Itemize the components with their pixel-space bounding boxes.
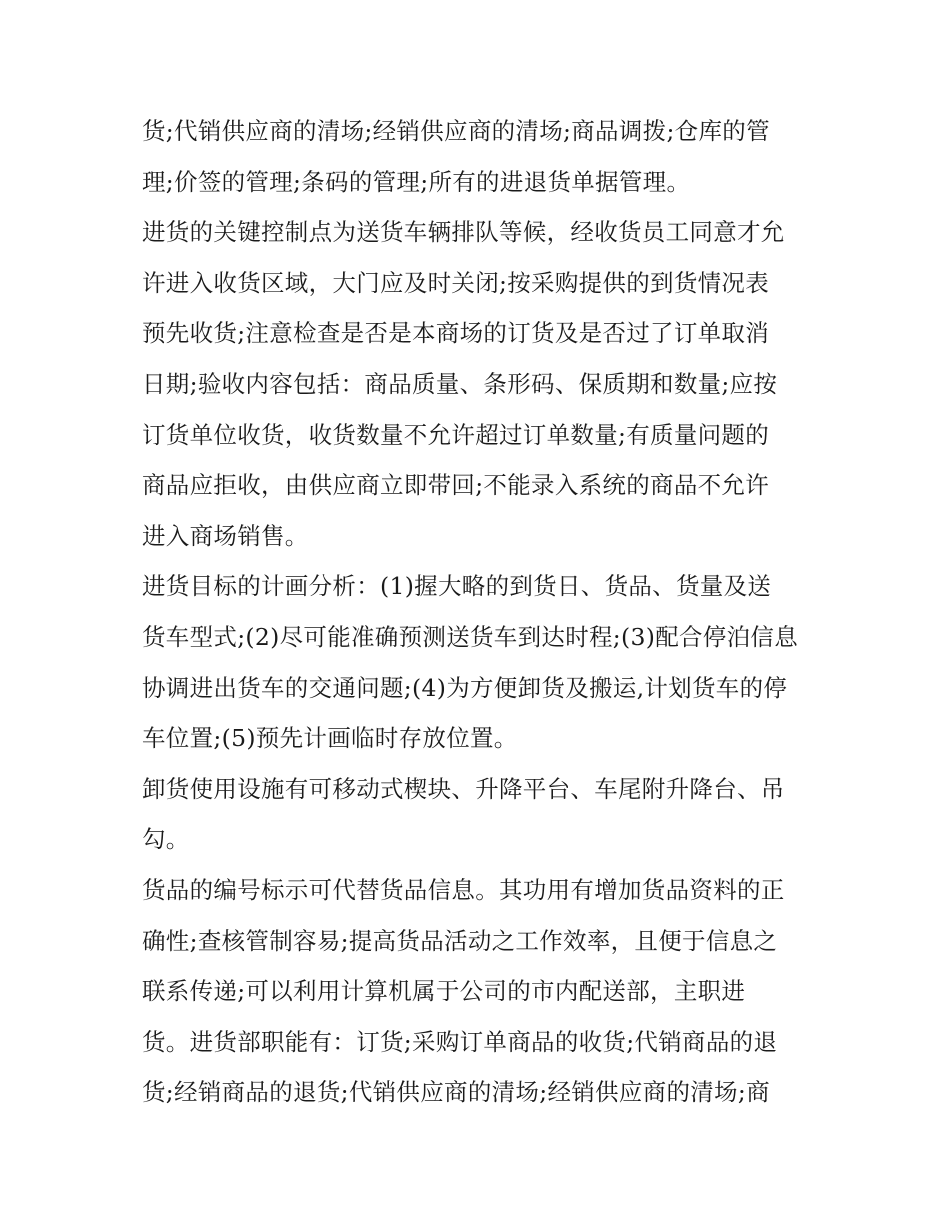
text-line: 进入商场销售。 — [142, 521, 309, 550]
text-line: 车位置;(5)预先计画临时存放位置。 — [142, 724, 518, 753]
text-line: 货车型式;(2)尽可能准确预测送货车到达时程;(3)配合停泊信息 — [142, 622, 799, 651]
text-line: 货品的编号标示可代替货品信息。其功用有增加货品资料的正 — [142, 875, 785, 904]
text-line: 理;价签的管理;条码的管理;所有的进退货单据管理。 — [142, 167, 691, 196]
text-line: 许进入收货区域，大门应及时关闭;按采购提供的到货情况表 — [142, 268, 770, 297]
paragraph-4 — [142, 764, 822, 865]
text-line: 预先收货;注意检查是否是本商场的订货及是否过了订单取消 — [142, 319, 770, 348]
paragraph-5 — [142, 865, 822, 1118]
text-line: 确性;查核管制容易;提高货品活动之工作效率，且便于信息之 — [142, 926, 778, 955]
paragraph-2 — [142, 207, 822, 561]
paragraph-1 — [142, 106, 822, 207]
text-line: 货。进货部职能有：订货;采购订单商品的收货;代销商品的退 — [142, 1027, 778, 1056]
text-line: 进货的关键控制点为送货车辆排队等候，经收货员工同意才允 — [142, 218, 785, 247]
text-line: 卸货使用设施有可移动式楔块、升降平台、车尾附升降台、吊 — [142, 774, 785, 803]
text-line: 协调进出货车的交通问题;(4)为方便卸货及搬运,计划货车的停 — [142, 673, 788, 702]
text-line: 订货单位收货，收货数量不允许超过订单数量;有质量问题的 — [142, 420, 770, 449]
text-line: 日期;验收内容包括：商品质量、条形码、保质期和数量;应按 — [142, 369, 778, 398]
text-line: 进货目标的计画分析：(1)握大略的到货日、货品、货量及送 — [142, 572, 772, 601]
text-line: 货;代销供应商的清场;经销供应商的清场;商品调拨;仓库的管 — [142, 117, 770, 145]
paragraph-3 — [142, 561, 822, 763]
text-line: 商品应拒收，由供应商立即带回;不能录入系统的商品不允许 — [142, 471, 770, 500]
text-line: 勾。 — [142, 825, 190, 854]
text-line: 货;经销商品的退货;代销供应商的清场;经销供应商的清场;商 — [142, 1078, 770, 1107]
text-line: 联系传递;可以利用计算机属于公司的市内配送部，主职进 — [142, 977, 746, 1006]
document-body — [142, 106, 822, 1118]
